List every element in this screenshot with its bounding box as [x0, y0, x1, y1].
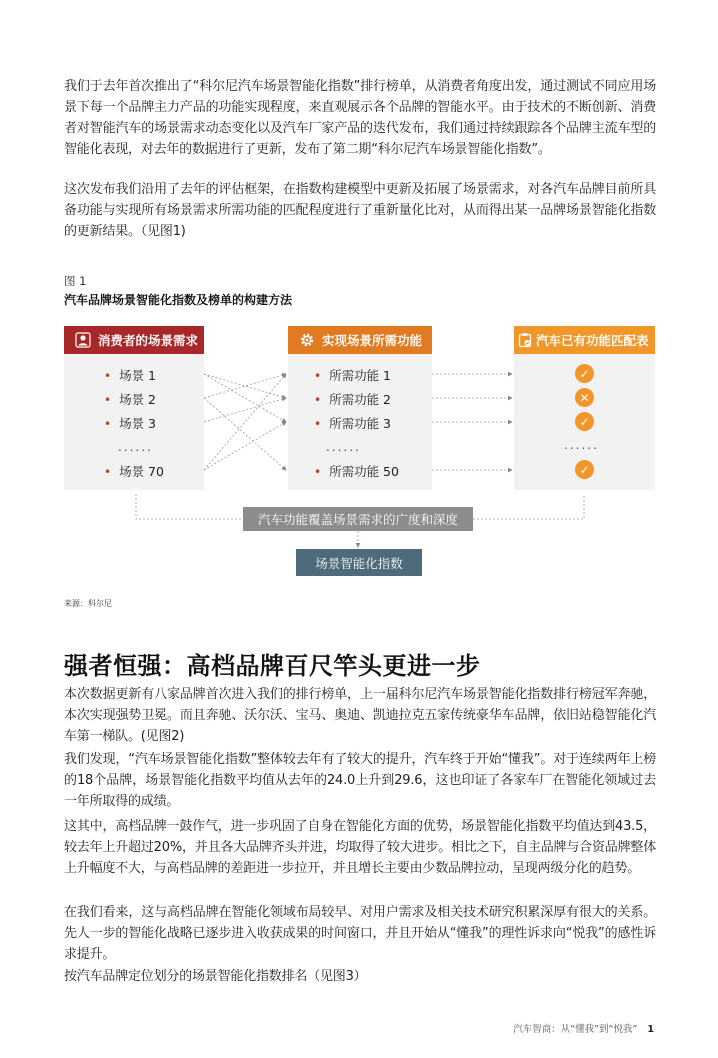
ellipsis: ......: [118, 440, 153, 454]
match-column-header: [514, 326, 655, 354]
list-item: • 场景 2: [104, 392, 157, 407]
page-footer: [513, 1021, 654, 1035]
section-paragraph-1: 本次数据更新有八家品牌首次进入我们的排行榜单，上一届科尔尼汽车场景智能化指数排行榜冠军奔驰，本次实现强势卫冕。而且奔驰、沃尔沃、宝马、奥迪、凯迪拉克五家传统豪华车品牌，依旧站稳智能化汽车第一梯队。(见图2): [64, 687, 656, 744]
clipboard-icon: [516, 331, 534, 349]
list-item: • 所需功能 2: [314, 392, 392, 407]
ellipsis: ......: [326, 440, 361, 454]
ellipsis: ......: [564, 438, 599, 452]
list-item: • 所需功能 50: [314, 464, 399, 479]
section-paragraph-5: 按汽车品牌定位划分的场景智能化指数排名（见图3）: [64, 969, 367, 984]
figure-title: 汽车品牌场景智能化指数及榜单的构建方法: [64, 293, 293, 307]
list-item: • 场景 1: [104, 368, 157, 383]
list-item: • 所需功能 1: [314, 368, 392, 383]
function-header-label: 实现场景所需功能: [322, 333, 423, 348]
footer-text: 汽车智商：从“懂我”到“悦我”: [513, 1024, 638, 1035]
person-icon: [74, 331, 92, 349]
intro-paragraph-1: 我们于去年首次推出了“科尔尼汽车场景智能化指数”排行榜单，从消费者角度出发，通过测试不同应用场景下每一个品牌主力产品的功能实现程度，来直观展示各个品牌的智能水平。由于技术的不断创新、消费者对智能汽车的场景需求动态变化以及汽车厂家产品的迭代发布，我们通过持续跟踪各个品牌主流车型的智能化表现，对去年的数据进行了更新，发布了第二期“科尔尼汽车场景智能化指数”。: [64, 79, 656, 157]
figure-source: 来源：科尔尼: [64, 599, 112, 608]
check-icon: ✓: [575, 364, 594, 383]
list-item: • 场景 3: [104, 416, 157, 431]
check-icon: ✓: [575, 460, 594, 479]
gear-icon: [298, 331, 316, 349]
function-column-header: [288, 326, 432, 354]
section-paragraph-3: 这其中，高档品牌一鼓作气，进一步巩固了自身在智能化方面的优势，场景智能化指数平均值达到43.5，较去年上升超过20%，并且各大品牌齐头并进，均取得了较大进步。相比之下，自主品牌与合资品牌整体上升幅度不大，与高档品牌的差距进一步拉开，并且增长主要由少数品牌拉动，呈现两级分化的趋势。: [64, 819, 656, 876]
index-box: 场景智能化指数: [296, 549, 422, 576]
intro-paragraph-2: 这次发布我们沿用了去年的评估框架，在指数构建模型中更新及拓展了场景需求，对各汽车品牌目前所具备功能与实现所有场景需求所需功能的匹配程度进行了重新量化比对，从而得出某一品牌场景智能化指数的更新结果。（见图1): [64, 182, 656, 239]
list-item: • 所需功能 3: [314, 416, 392, 431]
figure-label: 图 1: [64, 274, 87, 288]
match-header-label: 汽车已有功能匹配表: [536, 333, 649, 348]
page-number: 1: [647, 1024, 654, 1035]
coverage-label: 汽车功能覆盖场景需求的广度和深度: [243, 507, 473, 531]
cross-icon: ✕: [575, 388, 594, 407]
section-paragraph-2: 我们发现，“汽车场景智能化指数”整体较去年有了较大的提升，汽车终于开始“懂我”。对于连续两年上榜的18个品牌，场景智能化指数平均值从去年的24.0上升到29.6，这也印证了各家车厂在智能化领域过去一年所取得的成绩。: [64, 752, 656, 809]
check-icon: ✓: [575, 412, 594, 431]
section-paragraph-4: 在我们看来，这与高档品牌在智能化领域布局较早、对用户需求及相关技术研究积累深厚有很大的关系。先人一步的智能化战略已逐步进入收获成果的时间窗口，并且开始从“懂我”的理性诉求向“悦我”的感性诉求提升。: [64, 905, 656, 962]
list-item: • 场景 70: [104, 464, 164, 479]
scenario-column-header: [64, 326, 204, 354]
section-heading: 强者恒强：高档品牌百尺竿头更进一步: [64, 652, 481, 680]
scenario-header-label: 消费者的场景需求: [98, 333, 199, 348]
